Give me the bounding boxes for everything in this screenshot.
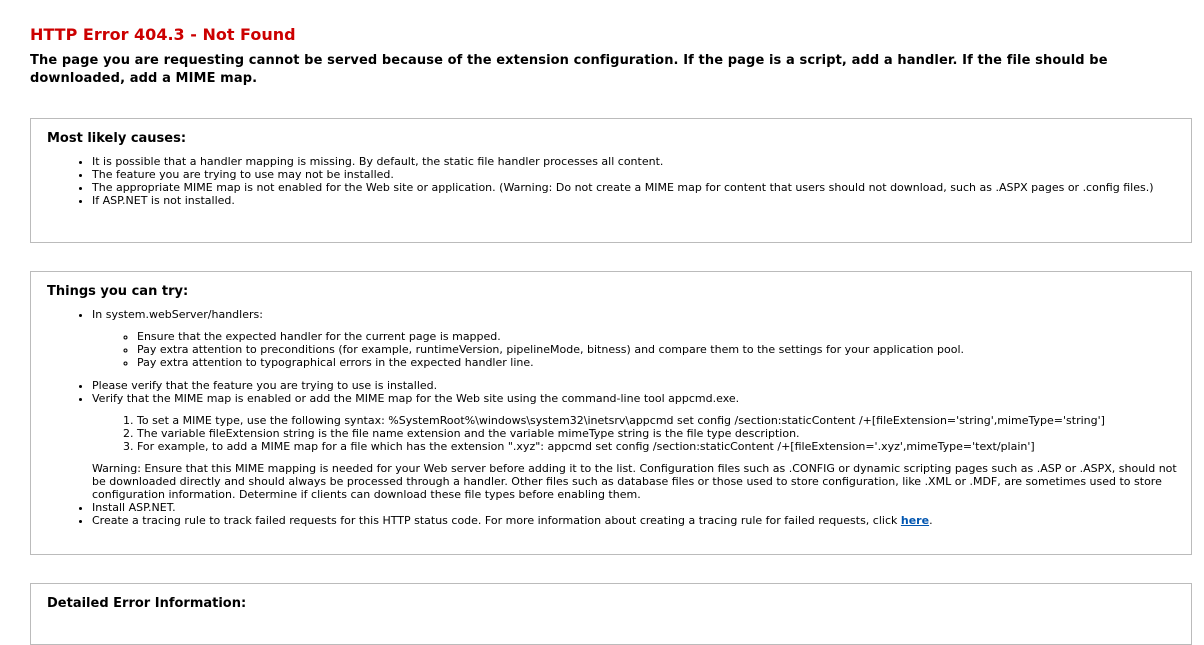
- list-item: 3. For example, to add a MIME map for a file which has the extension ".xyz": appcmd set config /section:staticContent /+[fileExtension='.xyz',mimeType='text/plain']: [137, 440, 1191, 453]
- list-item: ◦ Ensure that the expected handler for the current page is mapped.: [137, 330, 1191, 343]
- list-item: • If ASP.NET is not installed.: [92, 194, 1191, 207]
- list-item: • The appropriate MIME map is not enabled for the Web site or application. (Warning: Do not create a MIME map for content that users should not download, such as .ASPX pages or .config files.): [92, 181, 1191, 194]
- details-title: Detailed Error Information:: [47, 596, 247, 611]
- list-item: ◦ Pay extra attention to preconditions (for example, runtimeVersion, pipelineMode, bitness) and compare them to the settings for your application pool.: [137, 343, 1191, 356]
- error-title: HTTP Error 404.3 - Not Found: [30, 25, 296, 44]
- here-link[interactable]: here: [900, 514, 930, 527]
- verify-mime-text: Verify that the MIME map is enabled or add the MIME map for the Web site using the command-line tool appcmd.exe.: [92, 392, 740, 405]
- handlers-sublist: [92, 330, 1191, 369]
- list-item: • It is possible that a handler mapping is missing. By default, the static file handler processes all content.: [92, 155, 1191, 168]
- try-title: Things you can try:: [47, 284, 189, 299]
- list-item: • Please verify that the feature you are trying to use is installed.: [92, 379, 1191, 392]
- causes-list: [31, 155, 1191, 207]
- causes-section: [30, 118, 1192, 243]
- list-item: 1. To set a MIME type, use the following syntax: %SystemRoot%\windows\system32\inetsrv\appcmd set config /section:staticContent /+[fileExtension='string',mimeType='string']: [137, 414, 1191, 427]
- error-summary: The page you are requesting cannot be served because of the extension configuration. If the page is a script, add a handler. If the file should be downloaded, add a MIME map.: [30, 53, 1108, 86]
- tracing-text: Create a tracing rule to track failed requests for this HTTP status code. For more information about creating a tracing rule for failed requests, click: [92, 514, 901, 527]
- list-item: [92, 392, 1191, 501]
- list-item: • Install ASP.NET.: [92, 501, 1191, 514]
- list-item: • The feature you are trying to use may not be installed.: [92, 168, 1191, 181]
- mime-warning: Warning: Ensure that this MIME mapping is needed for your Web server before adding it to the list. Configuration files such as .CONFIG or dynamic scripting pages such as .ASP or .ASPX, should not be downloaded directly and should always be processed through a handler. Other files such as database files or those used to store configuration, like .XML or .MDF, are sometimes used to store configuration information. Determine if clients can download these file types before enabling them.: [92, 462, 1177, 501]
- list-item: [92, 308, 1191, 379]
- causes-title: Most likely causes:: [47, 131, 187, 146]
- mime-steps-list: [92, 414, 1191, 453]
- tracing-end: .: [929, 514, 933, 527]
- try-section: [30, 271, 1192, 555]
- list-item: [92, 514, 1191, 527]
- list-item: 2. The variable fileExtension string is the file name extension and the variable mimeType string is the file type description.: [137, 427, 1191, 440]
- handlers-intro: In system.webServer/handlers:: [92, 308, 263, 321]
- list-item: ◦ Pay extra attention to typographical errors in the expected handler line.: [137, 356, 1191, 369]
- try-list: [31, 308, 1191, 527]
- details-section: [30, 583, 1192, 645]
